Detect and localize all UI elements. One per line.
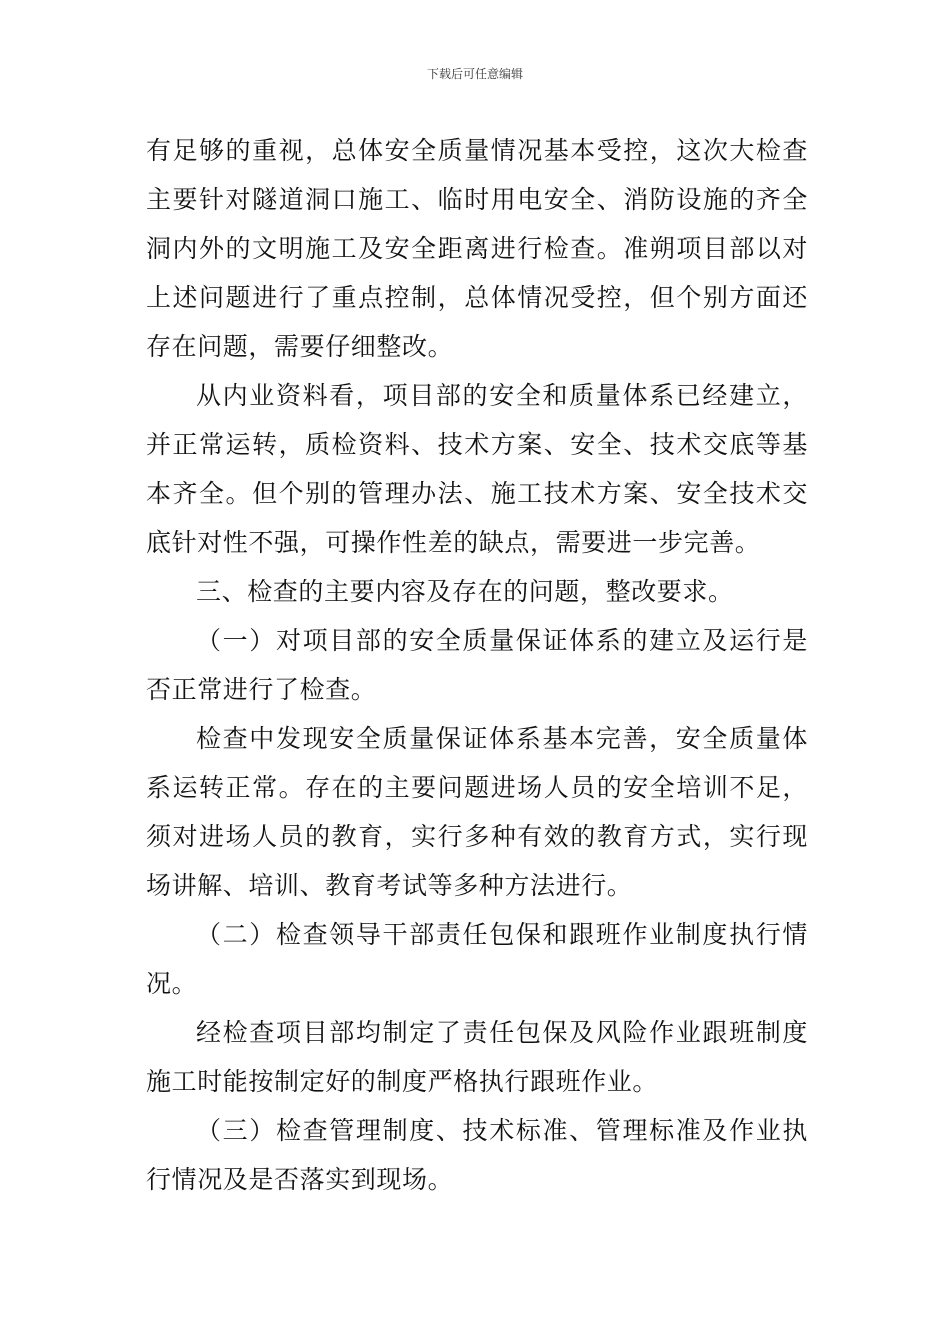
paragraph-system-findings: 检查中发现安全质量保证体系基本完善，安全质量体系运转正常。存在的主要问题进场人员的安全培训不足，须对进场人员的教育，实行多种有效的教育方式，实行现场讲解、培训、教育考试等多种方法进行。 (146, 724, 808, 900)
paragraph-internal-materials: 从内业资料看，项目部的安全和质量体系已经建立，并正常运转，质检资料、技术方案、安全、技术交底等基本齐全。但个别的管理办法、施工技术方案、安全技术交底针对性不强，可操作性差的缺点，需要进一步完善。 (146, 381, 808, 557)
page-header: 下载后可任意编辑 (426, 67, 523, 81)
paragraph-leadership-findings: 经检查项目部均制定了责任包保及风险作业跟班制度施工时能按制定好的制度严格执行跟班作业。 (146, 1018, 808, 1096)
document-body (146, 126, 808, 1204)
subsection-heading-2: （二）检查领导干部责任包保和跟班作业制度执行情况。 (146, 920, 808, 998)
section-heading-3: 三、检查的主要内容及存在的问题，整改要求。 (196, 577, 734, 606)
subsection-heading-3: （三）检查管理制度、技术标准、管理标准及作业执行情况及是否落实到现场。 (146, 1116, 808, 1194)
paragraph-continuation: 有足够的重视，总体安全质量情况基本受控，这次大检查主要针对隧道洞口施工、临时用电安全、消防设施的齐全洞内外的文明施工及安全距离进行检查。准朔项目部以对上述问题进行了重点控制，总体情况受控，但个别方面还存在问题，需要仔细整改。 (146, 136, 808, 361)
subsection-heading-1: （一）对项目部的安全质量保证体系的建立及运行是否正常进行了检查。 (146, 626, 808, 704)
